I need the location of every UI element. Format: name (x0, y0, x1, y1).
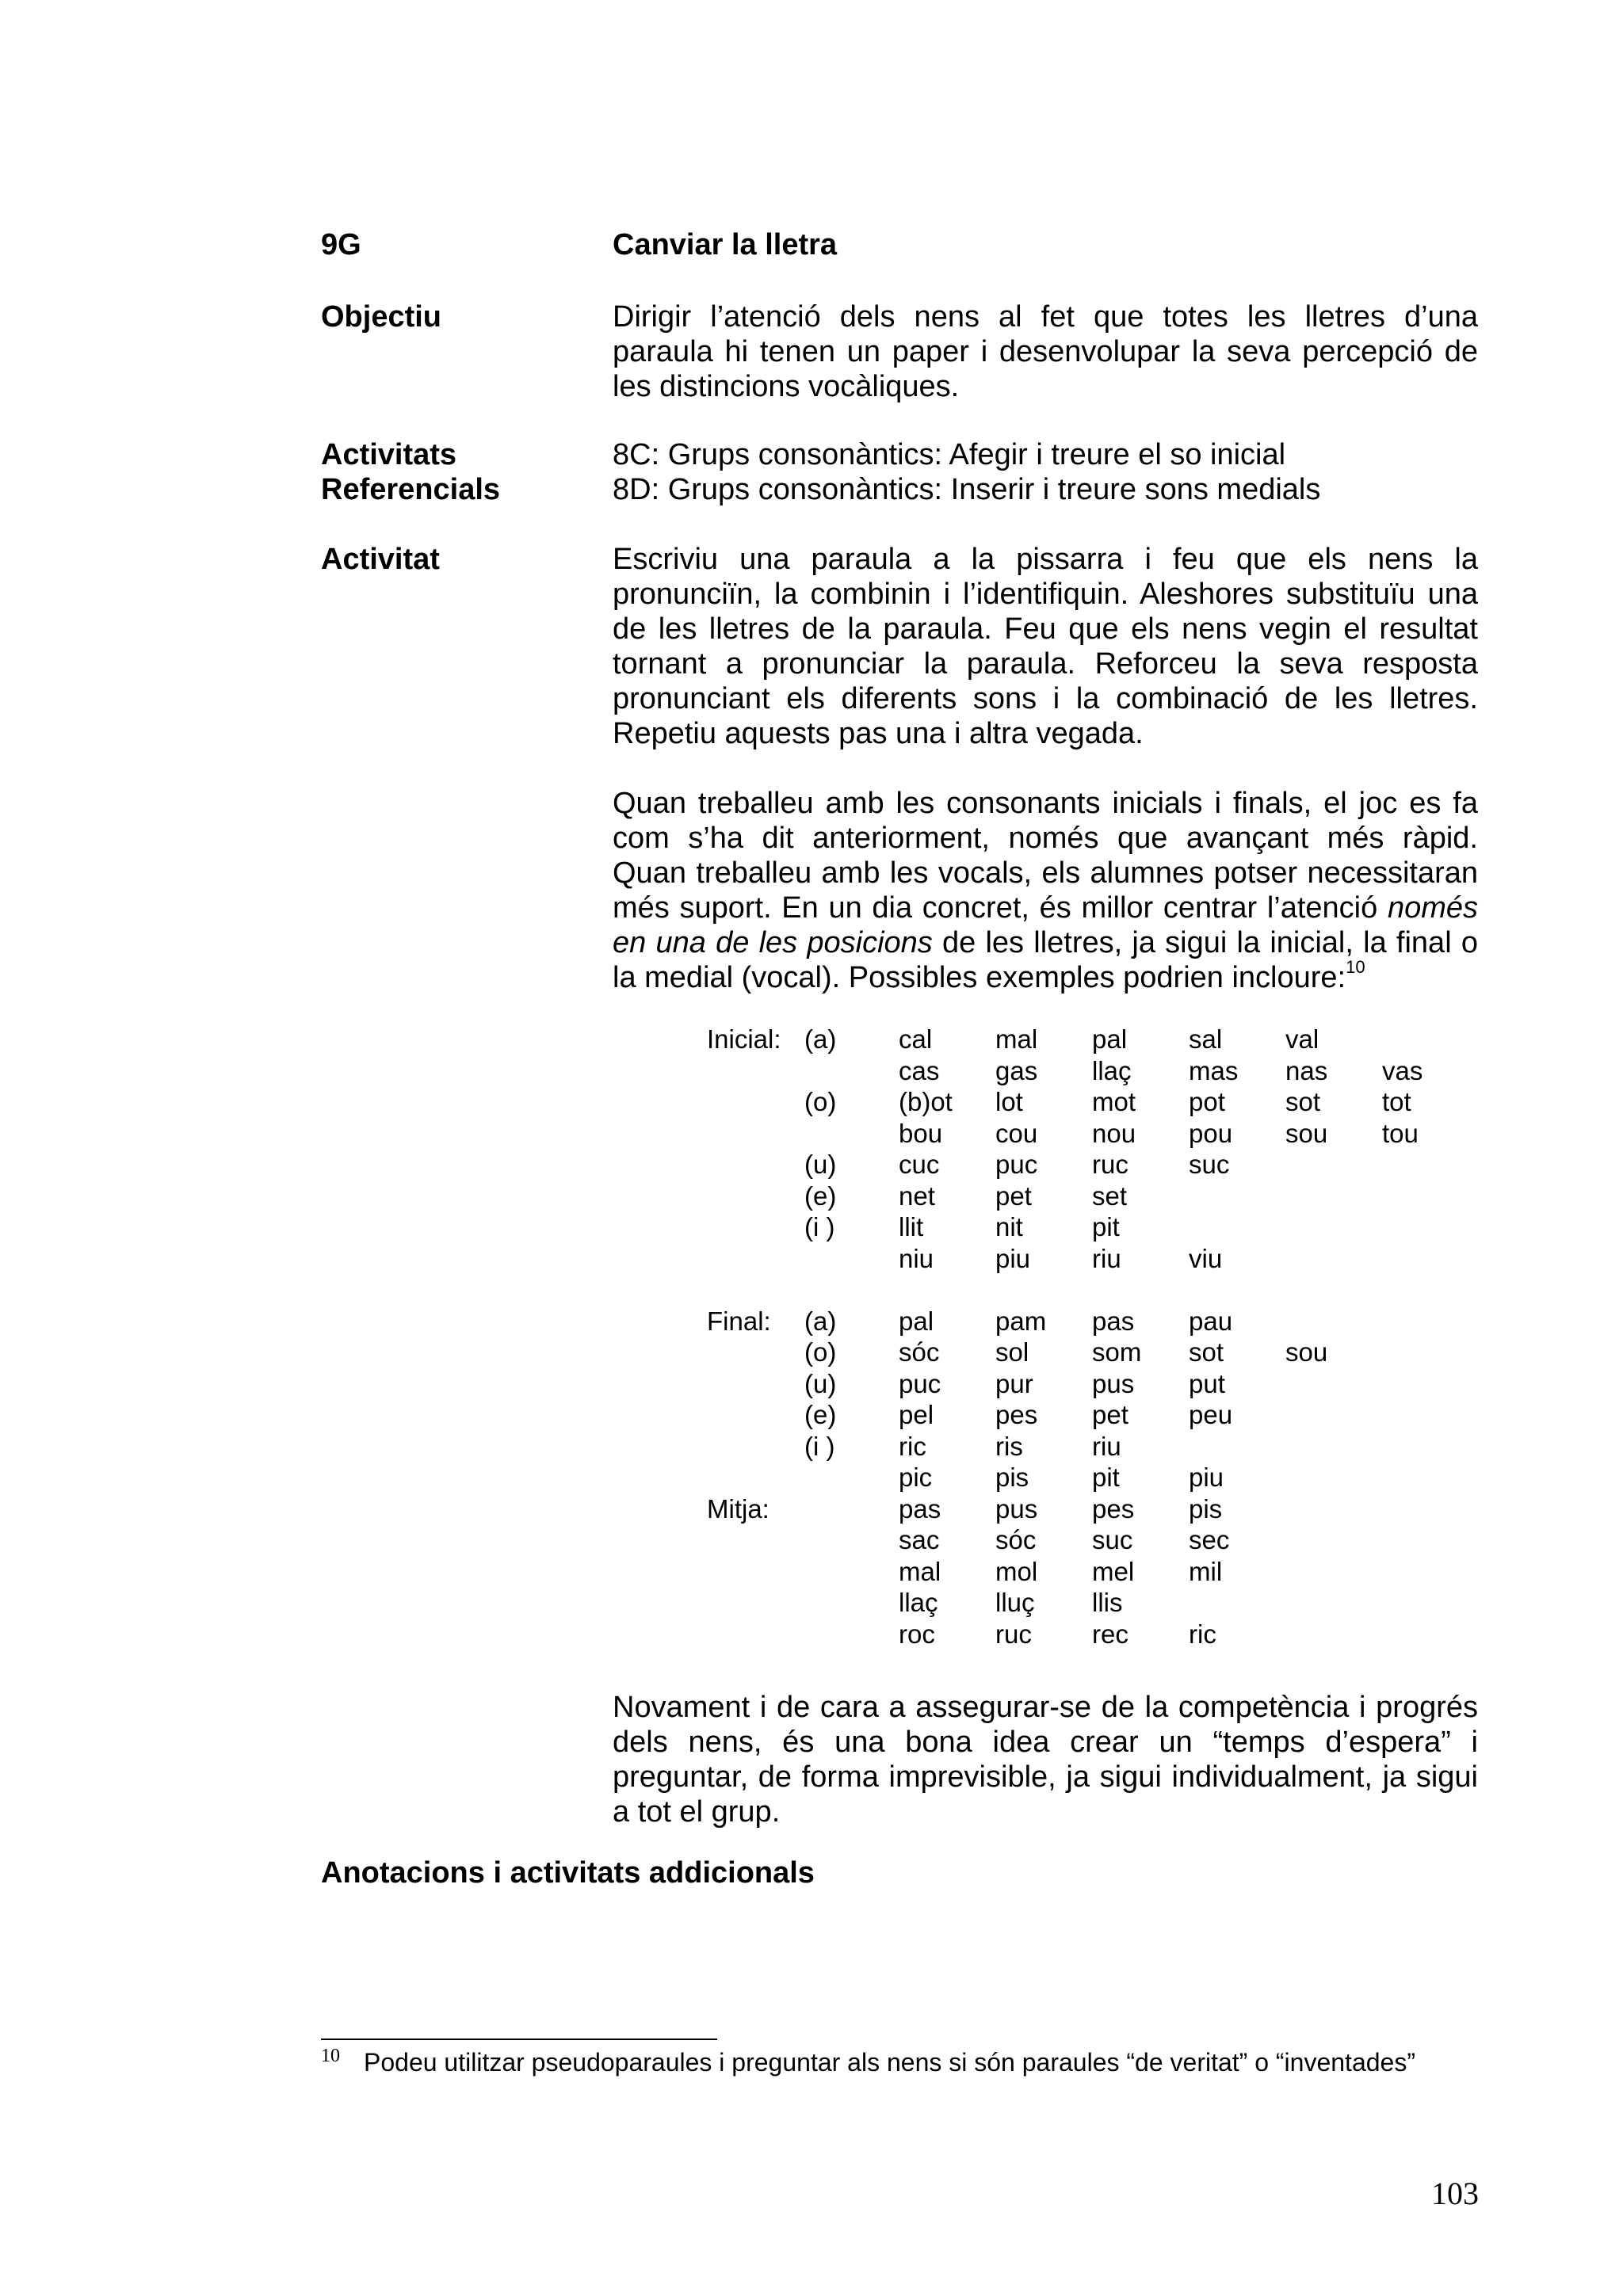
vowel-marker: (o) (804, 1337, 837, 1367)
example-word: cas (899, 1055, 940, 1085)
page-number: 103 (1431, 2176, 1479, 2211)
vowel-marker: (i ) (804, 1431, 835, 1461)
example-word: llit (899, 1212, 924, 1241)
example-word: peu (1189, 1400, 1233, 1429)
example-word: suc (1189, 1150, 1230, 1179)
example-word: llaç (1092, 1055, 1132, 1085)
example-word: net (899, 1180, 935, 1211)
example-word: piu (995, 1243, 1031, 1273)
anotacions-heading: Anotacions i activitats addicionals (321, 1856, 815, 1890)
example-word: ric (1189, 1619, 1216, 1649)
example-word: riu (1092, 1431, 1121, 1461)
example-word: tou (1382, 1118, 1419, 1148)
example-word: cal (899, 1024, 933, 1054)
referencials-label (321, 437, 500, 507)
example-word: pas (1092, 1306, 1135, 1336)
vowel-marker: (u) (804, 1368, 837, 1398)
example-word: mel (1092, 1556, 1135, 1586)
example-word: roc (899, 1619, 935, 1649)
example-word: pis (1189, 1493, 1223, 1524)
example-word: lluç (995, 1588, 1035, 1617)
example-word: pal (899, 1306, 934, 1336)
example-word: val (1285, 1024, 1319, 1054)
referencial-item: 8C: Grups consonàntics: Afegir i treure el so inicial (613, 438, 1286, 471)
example-word: llaç (899, 1588, 938, 1617)
example-word: pet (1092, 1400, 1128, 1429)
example-word: nit (995, 1212, 1023, 1241)
footnote-number: 10 (321, 2046, 340, 2067)
example-word: nas (1285, 1055, 1328, 1085)
example-word: pal (1092, 1024, 1128, 1054)
example-word: mil (1189, 1556, 1223, 1586)
example-word: suc (1092, 1525, 1133, 1554)
vowel-marker: (o) (804, 1087, 837, 1116)
footnote (321, 2045, 1478, 2080)
example-word: (b)ot (899, 1087, 953, 1116)
vowel-marker: (e) (804, 1400, 837, 1429)
example-word: sot (1285, 1087, 1321, 1116)
objectiu-label: Objectiu (321, 300, 442, 334)
example-word: puc (995, 1150, 1038, 1179)
example-word: sec (1189, 1525, 1230, 1554)
example-word: viu (1189, 1243, 1223, 1273)
activitat-paragraph-3: Novament i de cara a assegurar-se de la competència i progrés dels nens, és una bona idea crear un “temps d’espera” i preguntar, de forma imprevisible, ja sigui individualment, ja sigui a tot el grup. (613, 1691, 1478, 1829)
paragraph-2-text-a: Quan treballeu amb les consonants inicials i finals, el joc es fa com s’ha dit anteriorment, només que avançant més ràpid. Quan treballeu amb les vocals, els alumnes potser necessitaran més suport. En un dia concret, és millor centrar l’atenció (613, 787, 1478, 925)
example-word: mot (1092, 1087, 1136, 1116)
example-word: pes (1092, 1493, 1135, 1524)
example-word: lot (995, 1087, 1023, 1116)
vowel-marker: (u) (804, 1150, 837, 1179)
example-word: puc (899, 1368, 941, 1398)
example-word: pot (1189, 1087, 1225, 1116)
vowel-marker: (a) (804, 1306, 837, 1336)
example-word: pis (995, 1463, 1029, 1492)
example-word: pou (1189, 1118, 1233, 1148)
objectiu-text: Dirigir l’atenció dels nens al fet que totes les lletres d’una paraula hi tenen un paper i desenvolupar la seva percepció de les distincions vocàliques. (613, 300, 1478, 403)
example-word: niu (899, 1243, 934, 1273)
example-word: pas (899, 1493, 941, 1524)
example-word: mas (1189, 1055, 1239, 1085)
example-word: put (1189, 1368, 1225, 1398)
example-word: som (1092, 1337, 1142, 1367)
paragraph-2-text-b: de les lletres, ja sigui la inicial, la final o la medial (vocal). Possibles exemples podrien incloure: (613, 926, 1478, 994)
example-word: mol (995, 1556, 1038, 1586)
footnote-divider (321, 2039, 717, 2040)
example-word: rec (1092, 1619, 1128, 1649)
example-word: ruc (1092, 1150, 1128, 1179)
referencials-label-line2: Referencials (321, 473, 501, 506)
example-word: sal (1189, 1024, 1223, 1054)
paragraph-2-italic: només en una de les posicions (613, 891, 1478, 959)
example-word: pam (995, 1306, 1047, 1336)
example-word: mal (995, 1024, 1038, 1054)
example-word: sac (899, 1525, 940, 1554)
example-word: pit (1092, 1212, 1120, 1241)
section-title: Canviar la lletra (613, 228, 838, 261)
vowel-marker: (i ) (804, 1212, 835, 1241)
example-word: tot (1382, 1087, 1411, 1116)
example-word: riu (1092, 1243, 1121, 1273)
referencials-list (613, 437, 1478, 507)
activitat-paragraph-1: Escriviu una paraula a la pissarra i feu que els nens la pronunciïn, la combinin i l’identifiquin. Aleshores substituïu una de les lletres de la paraula. Feu que els nens vegin el resultat tornant a pronunciar la paraula. Reforceu la seva resposta pronunciant els diferents sons i la combinació de les lletres. Repetiu aquests pas una i altra vegada. (613, 543, 1478, 750)
referencial-item: 8D: Grups consonàntics: Inserir i treure sons medials (613, 473, 1321, 506)
example-word: pus (995, 1493, 1038, 1524)
example-word: sou (1285, 1118, 1328, 1148)
example-word: ric (899, 1431, 926, 1461)
example-word: set (1092, 1180, 1128, 1211)
example-word: sol (995, 1337, 1029, 1367)
footnote-text: Podeu utilitzar pseudoparaules i preguntar als nens si són paraules “de veritat” o “inventades” (364, 2048, 1415, 2077)
activitat-label: Activitat (321, 543, 440, 576)
section-code: 9G (321, 228, 361, 261)
vowel-marker: (e) (804, 1180, 837, 1211)
example-word: pes (995, 1400, 1038, 1429)
example-word: mal (899, 1556, 941, 1586)
example-word: pel (899, 1400, 934, 1429)
row-label: Final: (707, 1306, 771, 1336)
example-word: nou (1092, 1118, 1136, 1148)
example-word: ruc (995, 1619, 1032, 1649)
example-word: vas (1382, 1055, 1423, 1085)
footnote-reference: 10 (1346, 957, 1365, 978)
example-word: gas (995, 1055, 1038, 1085)
vowel-marker: (a) (804, 1024, 837, 1054)
example-word: bou (899, 1118, 943, 1148)
example-word: cuc (899, 1150, 940, 1179)
example-word: llis (1092, 1588, 1123, 1617)
row-label: Mitja: (707, 1493, 769, 1524)
example-word: pur (995, 1368, 1033, 1398)
example-word: sot (1189, 1337, 1224, 1367)
referencials-label-line1: Activitats (321, 438, 457, 471)
example-word: cou (995, 1118, 1038, 1148)
example-word: pus (1092, 1368, 1135, 1398)
example-word: pau (1189, 1306, 1233, 1336)
example-word: pic (899, 1463, 933, 1492)
example-word: piu (1189, 1463, 1224, 1492)
example-word: sóc (995, 1525, 1037, 1554)
example-word: pit (1092, 1463, 1120, 1492)
example-word: sóc (899, 1337, 940, 1367)
row-label: Inicial: (707, 1024, 781, 1054)
activitat-paragraph-2 (613, 786, 1478, 995)
example-word: sou (1285, 1337, 1328, 1367)
example-word: ris (995, 1431, 1023, 1461)
example-word: pet (995, 1180, 1032, 1211)
